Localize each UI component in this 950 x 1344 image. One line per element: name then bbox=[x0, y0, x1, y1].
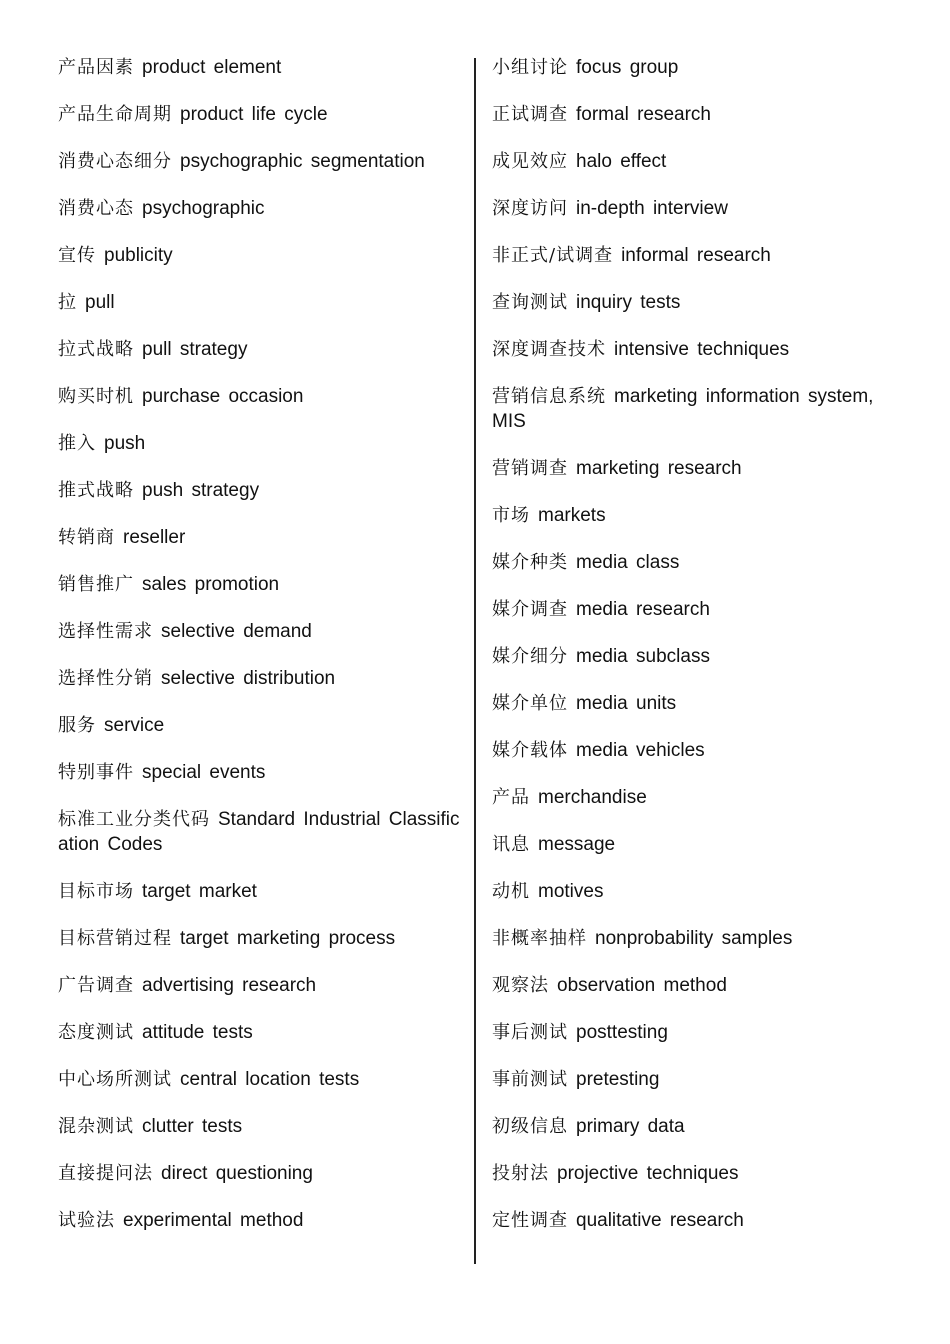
glossary-entry bbox=[58, 196, 460, 221]
chinese-term: 选择性分销 bbox=[58, 668, 153, 689]
english-term: publicity bbox=[104, 245, 173, 266]
chinese-term: 动机 bbox=[492, 881, 530, 902]
english-term: target market bbox=[142, 881, 257, 902]
glossary-entry bbox=[58, 1020, 460, 1045]
english-term: media research bbox=[576, 599, 710, 620]
glossary-entry bbox=[58, 926, 460, 951]
english-term: motives bbox=[538, 881, 604, 902]
glossary-entry bbox=[58, 807, 460, 857]
english-term: pull bbox=[85, 292, 115, 313]
chinese-term: 购买时机 bbox=[58, 386, 134, 407]
chinese-term: 宣传 bbox=[58, 245, 96, 266]
english-term: focus group bbox=[576, 57, 679, 78]
glossary-entry bbox=[58, 1067, 460, 1092]
english-term: media units bbox=[576, 693, 677, 714]
glossary-entry bbox=[492, 785, 890, 810]
glossary-entry bbox=[58, 666, 460, 691]
english-term: observation method bbox=[557, 975, 727, 996]
glossary-entry bbox=[492, 1067, 890, 1092]
chinese-term: 选择性需求 bbox=[58, 621, 153, 642]
glossary-entry bbox=[58, 525, 460, 550]
chinese-term: 营销信息系统 bbox=[492, 386, 606, 407]
glossary-entry bbox=[492, 1208, 890, 1233]
glossary-entry bbox=[492, 55, 890, 80]
glossary-entry bbox=[58, 619, 460, 644]
english-term: special events bbox=[142, 762, 266, 783]
glossary-entry bbox=[492, 644, 890, 669]
chinese-term: 定性调查 bbox=[492, 1210, 568, 1231]
english-term: selective distribution bbox=[161, 668, 336, 689]
english-term: markets bbox=[538, 505, 606, 526]
chinese-term: 产品生命周期 bbox=[58, 104, 172, 125]
chinese-term: 中心场所测试 bbox=[58, 1069, 172, 1090]
glossary-entry bbox=[492, 102, 890, 127]
chinese-term: 营销调查 bbox=[492, 458, 568, 479]
chinese-term: 非正式/试调查 bbox=[492, 245, 614, 266]
chinese-term: 转销商 bbox=[58, 527, 115, 548]
column-divider bbox=[474, 58, 476, 1264]
glossary-entry bbox=[492, 384, 890, 434]
english-term: target marketing process bbox=[180, 928, 396, 949]
english-term: experimental method bbox=[123, 1210, 304, 1231]
right-column bbox=[492, 55, 890, 1255]
chinese-term: 深度访问 bbox=[492, 198, 568, 219]
chinese-term: 推式战略 bbox=[58, 480, 134, 501]
chinese-term: 标准工业分类代码 bbox=[58, 809, 210, 830]
glossary-entry bbox=[492, 879, 890, 904]
glossary-entry bbox=[58, 572, 460, 597]
glossary-entry bbox=[58, 478, 460, 503]
glossary-entry bbox=[58, 879, 460, 904]
glossary-entry bbox=[492, 196, 890, 221]
glossary-entry bbox=[58, 1161, 460, 1186]
chinese-term: 初级信息 bbox=[492, 1116, 568, 1137]
chinese-term: 直接提问法 bbox=[58, 1163, 153, 1184]
glossary-entry bbox=[58, 149, 460, 174]
english-term: primary data bbox=[576, 1116, 685, 1137]
glossary-entry bbox=[58, 1114, 460, 1139]
english-term: push bbox=[104, 433, 146, 454]
chinese-term: 广告调查 bbox=[58, 975, 134, 996]
english-term: in-depth interview bbox=[576, 198, 728, 219]
english-term: qualitative research bbox=[576, 1210, 744, 1231]
english-term: marketing information system, MIS bbox=[492, 386, 874, 432]
english-term: formal research bbox=[576, 104, 711, 125]
chinese-term: 目标营销过程 bbox=[58, 928, 172, 949]
english-term: media vehicles bbox=[576, 740, 705, 761]
english-term: media subclass bbox=[576, 646, 710, 667]
glossary-entry bbox=[492, 550, 890, 575]
glossary-entry bbox=[58, 102, 460, 127]
chinese-term: 销售推广 bbox=[58, 574, 134, 595]
english-term: Standard Industrial Classification Codes bbox=[58, 809, 460, 855]
english-term: sales promotion bbox=[142, 574, 280, 595]
english-term: posttesting bbox=[576, 1022, 668, 1043]
english-term: intensive techniques bbox=[614, 339, 790, 360]
glossary-entry bbox=[492, 1161, 890, 1186]
glossary-entry bbox=[58, 290, 460, 315]
glossary-entry bbox=[58, 1208, 460, 1233]
glossary-entry bbox=[492, 243, 890, 268]
chinese-term: 态度测试 bbox=[58, 1022, 134, 1043]
english-term: nonprobability samples bbox=[595, 928, 793, 949]
chinese-term: 投射法 bbox=[492, 1163, 549, 1184]
english-term: marketing research bbox=[576, 458, 742, 479]
english-term: inquiry tests bbox=[576, 292, 681, 313]
chinese-term: 成见效应 bbox=[492, 151, 568, 172]
chinese-term: 推入 bbox=[58, 433, 96, 454]
english-term: service bbox=[104, 715, 165, 736]
english-term: reseller bbox=[123, 527, 186, 548]
chinese-term: 事后测试 bbox=[492, 1022, 568, 1043]
glossary-entry bbox=[492, 503, 890, 528]
chinese-term: 拉 bbox=[58, 292, 77, 313]
english-term: product life cycle bbox=[180, 104, 328, 125]
chinese-term: 消费心态细分 bbox=[58, 151, 172, 172]
glossary-entry bbox=[492, 926, 890, 951]
chinese-term: 媒介种类 bbox=[492, 552, 568, 573]
english-term: pretesting bbox=[576, 1069, 660, 1090]
chinese-term: 小组讨论 bbox=[492, 57, 568, 78]
glossary-entry bbox=[58, 384, 460, 409]
chinese-term: 媒介细分 bbox=[492, 646, 568, 667]
english-term: pull strategy bbox=[142, 339, 248, 360]
english-term: halo effect bbox=[576, 151, 667, 172]
chinese-term: 特别事件 bbox=[58, 762, 134, 783]
glossary-entry bbox=[58, 760, 460, 785]
chinese-term: 媒介调查 bbox=[492, 599, 568, 620]
english-term: message bbox=[538, 834, 616, 855]
english-term: attitude tests bbox=[142, 1022, 253, 1043]
glossary-entry bbox=[58, 55, 460, 80]
glossary-entry bbox=[492, 1020, 890, 1045]
chinese-term: 服务 bbox=[58, 715, 96, 736]
left-column bbox=[58, 55, 460, 1255]
chinese-term: 讯息 bbox=[492, 834, 530, 855]
chinese-term: 产品 bbox=[492, 787, 530, 808]
glossary-entry bbox=[492, 149, 890, 174]
glossary-entry bbox=[492, 337, 890, 362]
glossary-entry bbox=[492, 597, 890, 622]
glossary-entry bbox=[58, 431, 460, 456]
english-term: product element bbox=[142, 57, 282, 78]
chinese-term: 深度调查技术 bbox=[492, 339, 606, 360]
glossary-entry bbox=[492, 832, 890, 857]
english-term: projective techniques bbox=[557, 1163, 739, 1184]
glossary-entry bbox=[492, 691, 890, 716]
chinese-term: 事前测试 bbox=[492, 1069, 568, 1090]
glossary-entry bbox=[58, 337, 460, 362]
glossary-entry bbox=[492, 738, 890, 763]
english-term: push strategy bbox=[142, 480, 260, 501]
english-term: psychographic bbox=[142, 198, 265, 219]
chinese-term: 消费心态 bbox=[58, 198, 134, 219]
chinese-term: 媒介载体 bbox=[492, 740, 568, 761]
glossary-entry bbox=[58, 713, 460, 738]
chinese-term: 观察法 bbox=[492, 975, 549, 996]
english-term: advertising research bbox=[142, 975, 317, 996]
english-term: selective demand bbox=[161, 621, 312, 642]
chinese-term: 媒介单位 bbox=[492, 693, 568, 714]
glossary-entry bbox=[492, 456, 890, 481]
english-term: informal research bbox=[621, 245, 771, 266]
english-term: clutter tests bbox=[142, 1116, 243, 1137]
english-term: psychographic segmentation bbox=[180, 151, 425, 172]
english-term: media class bbox=[576, 552, 680, 573]
chinese-term: 混杂测试 bbox=[58, 1116, 134, 1137]
glossary-entry bbox=[58, 973, 460, 998]
english-term: merchandise bbox=[538, 787, 647, 808]
glossary-entry bbox=[492, 973, 890, 998]
chinese-term: 产品因素 bbox=[58, 57, 134, 78]
glossary-entry bbox=[492, 1114, 890, 1139]
english-term: direct questioning bbox=[161, 1163, 313, 1184]
glossary-entry bbox=[492, 290, 890, 315]
chinese-term: 拉式战略 bbox=[58, 339, 134, 360]
chinese-term: 市场 bbox=[492, 505, 530, 526]
chinese-term: 正试调查 bbox=[492, 104, 568, 125]
chinese-term: 非概率抽样 bbox=[492, 928, 587, 949]
chinese-term: 查询测试 bbox=[492, 292, 568, 313]
english-term: central location tests bbox=[180, 1069, 360, 1090]
glossary-entry bbox=[58, 243, 460, 268]
english-term: purchase occasion bbox=[142, 386, 304, 407]
chinese-term: 目标市场 bbox=[58, 881, 134, 902]
chinese-term: 试验法 bbox=[58, 1210, 115, 1231]
